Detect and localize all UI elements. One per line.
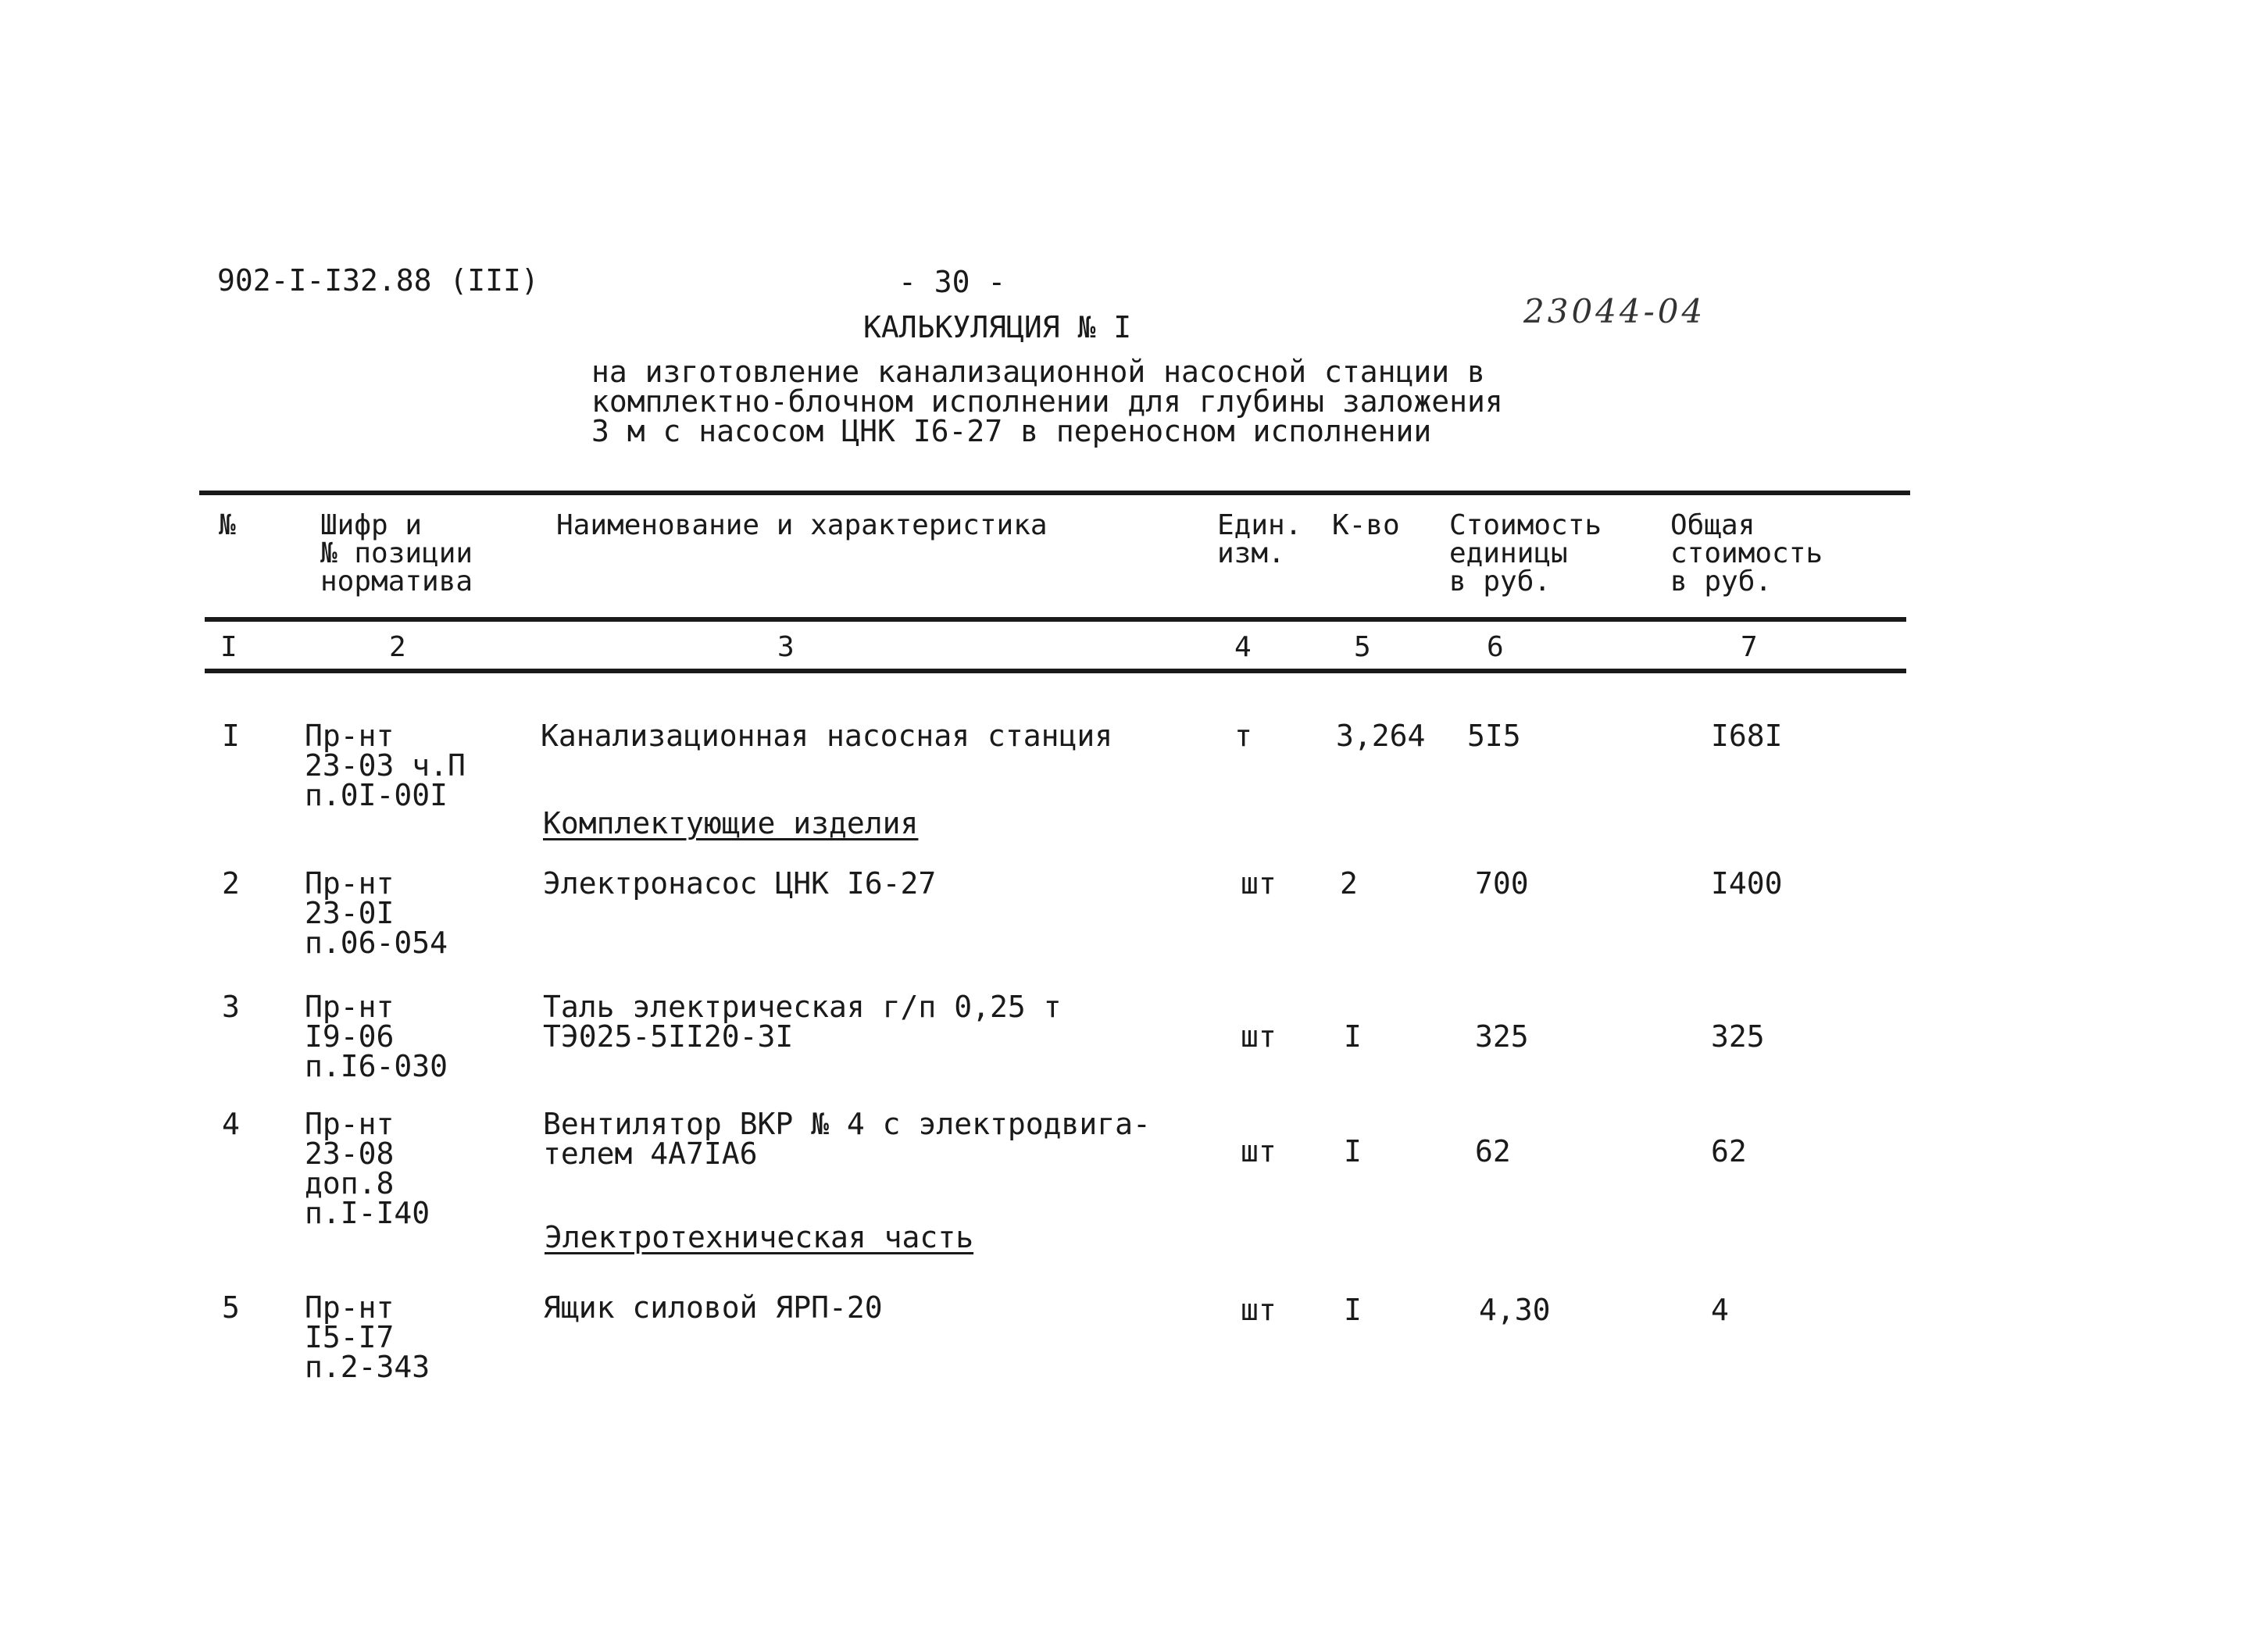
row-name: Электронасос ЦНК I6-27 bbox=[543, 866, 937, 901]
row-unit: т bbox=[1234, 719, 1252, 753]
header-bottom-rule bbox=[205, 617, 1906, 622]
row-num: 4 bbox=[222, 1107, 240, 1141]
row-unit-cost: 5I5 bbox=[1467, 719, 1521, 753]
row-total: I68I bbox=[1711, 719, 1783, 753]
row-unit-cost: 325 bbox=[1475, 1019, 1529, 1054]
row-code: Пр-нт I5-I7 п.2-343 bbox=[305, 1290, 430, 1384]
row-unit: шт bbox=[1241, 1134, 1277, 1169]
header-total: Общая стоимость в руб. bbox=[1670, 509, 1823, 598]
row-name: Таль электрическая г/п 0,25 т ТЭ025-5II20-3I bbox=[543, 990, 1062, 1054]
document-code: 902-I-I32.88 (III) bbox=[217, 263, 539, 298]
header-code: Шифр и № позиции норматива bbox=[320, 509, 473, 598]
header-unit: Един. изм. bbox=[1217, 509, 1302, 569]
header-num: № bbox=[219, 509, 236, 541]
row-qty: I bbox=[1344, 1019, 1362, 1054]
row-qty: I bbox=[1344, 1293, 1362, 1327]
row-total: I400 bbox=[1711, 866, 1783, 901]
document-title: КАЛЬКУЛЯЦИЯ № I bbox=[863, 310, 1132, 344]
row-qty: I bbox=[1344, 1134, 1362, 1169]
row-qty: 2 bbox=[1340, 866, 1358, 901]
row-num: I bbox=[222, 719, 240, 753]
row-unit: шт bbox=[1241, 1293, 1277, 1327]
section-heading-electrical: Электротехническая часть bbox=[545, 1220, 974, 1254]
column-number-7: 7 bbox=[1741, 631, 1758, 663]
row-total: 325 bbox=[1711, 1019, 1765, 1054]
row-qty: 3,264 bbox=[1336, 719, 1426, 753]
row-num: 3 bbox=[222, 990, 240, 1024]
column-numbers-rule bbox=[205, 669, 1906, 673]
row-code: Пр-нт 23-0I п.06-054 bbox=[305, 866, 448, 960]
header-unit-cost: Стоимость единицы в руб. bbox=[1449, 509, 1602, 598]
row-name: Канализационная насосная станция bbox=[541, 719, 1113, 753]
row-name: Ящик силовой ЯРП-20 bbox=[543, 1290, 883, 1325]
column-number-6: 6 bbox=[1487, 631, 1504, 663]
row-total: 4 bbox=[1711, 1293, 1729, 1327]
row-code: Пр-нт 23-03 ч.П п.0I-00I bbox=[305, 719, 466, 812]
row-code: Пр-нт I9-06 п.I6-030 bbox=[305, 990, 448, 1083]
row-unit-cost: 62 bbox=[1475, 1134, 1511, 1169]
row-unit: шт bbox=[1241, 1019, 1277, 1054]
row-num: 2 bbox=[222, 866, 240, 901]
document-subtitle: на изготовление канализационной насосной станции в комплектно-блочном исполнении для глубины заложения 3 м с насосом ЦНК I6-27 в переносном исполнении bbox=[591, 355, 1503, 448]
row-unit-cost: 4,30 bbox=[1479, 1293, 1551, 1327]
column-number-5: 5 bbox=[1354, 631, 1371, 663]
row-code: Пр-нт 23-08 доп.8 п.I-I40 bbox=[305, 1107, 430, 1230]
row-name: Вентилятор ВКР № 4 с электродвига- телем 4А7IА6 bbox=[543, 1107, 1151, 1171]
column-number-4: 4 bbox=[1234, 631, 1252, 663]
header-qty: К-во bbox=[1332, 509, 1400, 541]
table-top-rule bbox=[199, 491, 1910, 495]
row-unit-cost: 700 bbox=[1475, 866, 1529, 901]
section-heading-components: Комплектующие изделия bbox=[543, 806, 919, 840]
handwritten-number: 23044-04 bbox=[1523, 292, 1706, 330]
page-number: - 30 - bbox=[898, 265, 1006, 299]
row-unit: шт bbox=[1241, 866, 1277, 901]
column-number-3: 3 bbox=[777, 631, 795, 663]
header-name: Наименование и характеристика bbox=[556, 509, 1048, 541]
row-num: 5 bbox=[222, 1290, 240, 1325]
row-total: 62 bbox=[1711, 1134, 1747, 1169]
column-number-2: 2 bbox=[389, 631, 406, 663]
column-number-1: I bbox=[220, 631, 238, 663]
